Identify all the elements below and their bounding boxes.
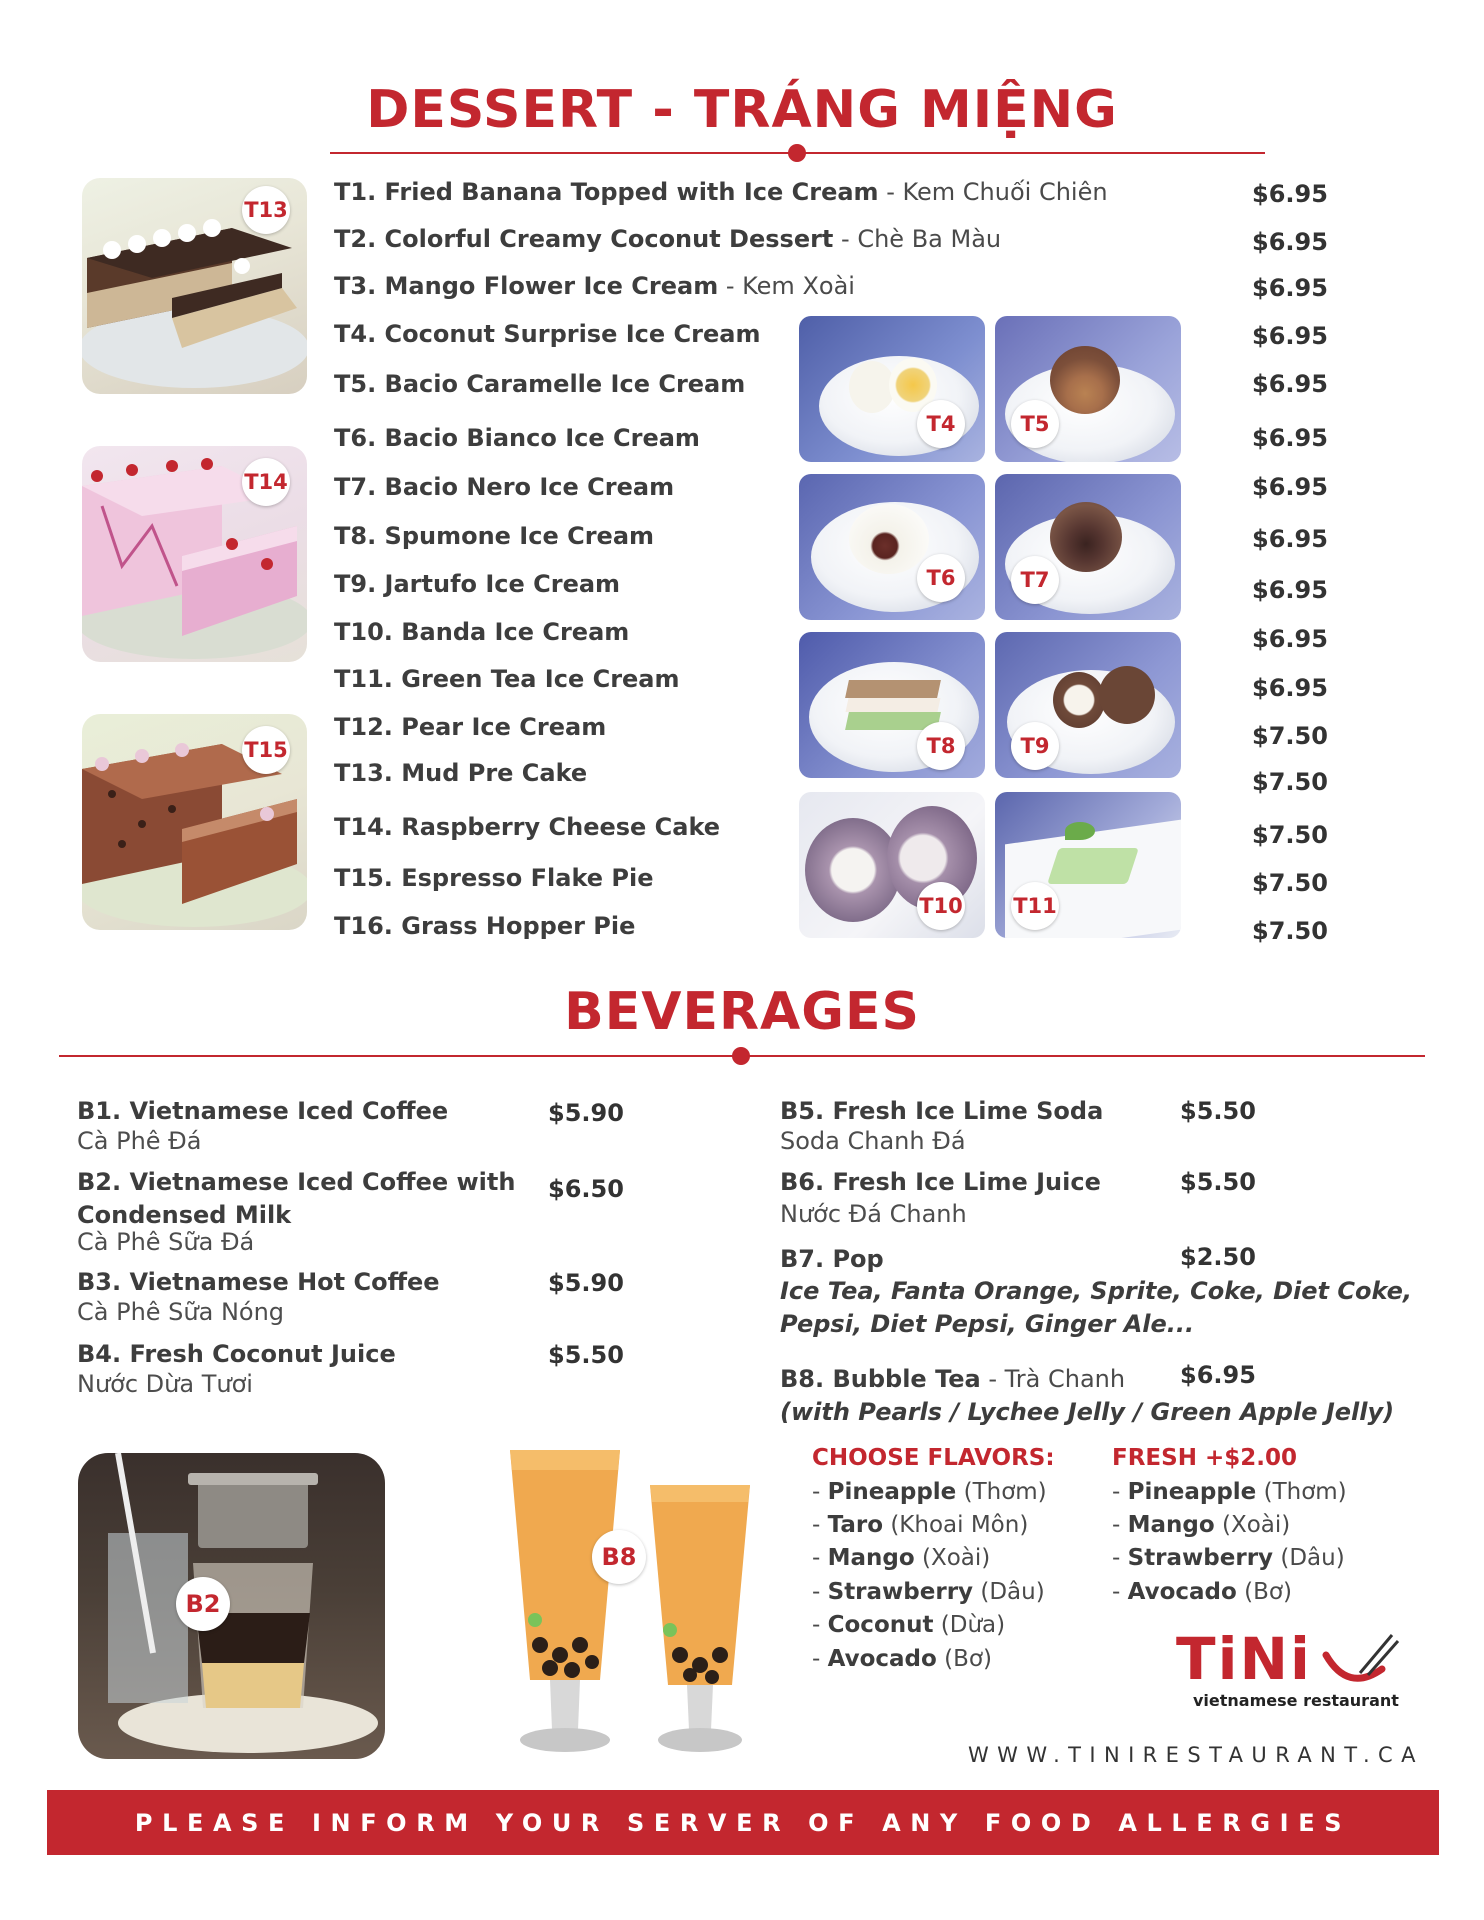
flavor-item: - Coconut (Dừa) [812, 1612, 1006, 1638]
price-t15: $7.50 [1252, 869, 1328, 897]
dessert-item-t13: T13. Mud Pre Cake [334, 759, 588, 787]
photo-t9 [995, 632, 1181, 778]
beverages-divider-dot [732, 1047, 750, 1065]
dessert-title: DESSERT - TRÁNG MIỆNG [366, 80, 1118, 140]
photo-t7 [995, 474, 1181, 620]
beverage-b1-name: B1. Vietnamese Iced Coffee [77, 1097, 449, 1125]
cake-photo-t13 [82, 178, 307, 394]
beverage-b4-price: $5.50 [548, 1341, 624, 1369]
dessert-item-t15: T15. Espresso Flake Pie [334, 864, 654, 892]
flavor-item: - Strawberry (Dâu) [812, 1579, 1045, 1605]
beverage-b4-sub: Nước Dừa Tươi [77, 1370, 253, 1398]
beverage-b6-price: $5.50 [1180, 1168, 1256, 1196]
photo-t5 [995, 316, 1181, 462]
dessert-item-t12: T12. Pear Ice Cream [334, 713, 607, 741]
price-t1: $6.95 [1252, 180, 1328, 208]
price-t8: $6.95 [1252, 525, 1328, 553]
flavors-heading: CHOOSE FLAVORS: [812, 1445, 1055, 1471]
beverage-b7-options-line2: Pepsi, Diet Pepsi, Ginger Ale... [780, 1310, 1195, 1338]
price-t16: $7.50 [1252, 917, 1328, 945]
beverage-b8-name: B8. Bubble Tea - Trà Chanh [780, 1365, 1126, 1393]
dessert-item-t16: T16. Grass Hopper Pie [334, 912, 636, 940]
fresh-heading: FRESH +$2.00 [1112, 1445, 1297, 1471]
allergy-notice: PLEASE INFORM YOUR SERVER OF ANY FOOD ALLERGIES [47, 1790, 1439, 1855]
price-t10: $6.95 [1252, 625, 1328, 653]
beverages-title: BEVERAGES [564, 982, 920, 1042]
photo-b8 [500, 1430, 770, 1780]
beverage-b7-price: $2.50 [1180, 1243, 1256, 1271]
badge-b2: B2 [176, 1577, 230, 1631]
price-t11: $6.95 [1252, 674, 1328, 702]
beverage-b2-name: B2. Vietnamese Iced Coffee with [77, 1168, 516, 1196]
flavor-item: - Pineapple (Thơm) [812, 1479, 1047, 1505]
beverage-b8-price: $6.95 [1180, 1361, 1256, 1389]
price-t7: $6.95 [1252, 473, 1328, 501]
beverage-b6-sub: Nước Đá Chanh [780, 1200, 967, 1228]
price-t9: $6.95 [1252, 576, 1328, 604]
price-t3: $6.95 [1252, 274, 1328, 302]
badge-t5: T5 [1011, 400, 1059, 448]
dessert-item-t2: T2. Colorful Creamy Coconut Dessert - Chè Ba Màu [334, 225, 1002, 253]
badge-t13: T13 [242, 186, 290, 234]
fresh-item: - Pineapple (Thơm) [1112, 1479, 1347, 1505]
beverage-b5-name: B5. Fresh Ice Lime Soda [780, 1097, 1104, 1125]
beverage-b2-sub: Cà Phê Sữa Đá [77, 1228, 255, 1256]
dessert-item-t5: T5. Bacio Caramelle Ice Cream [334, 370, 746, 398]
dessert-divider-dot [788, 144, 806, 162]
price-t14: $7.50 [1252, 821, 1328, 849]
beverage-b3-sub: Cà Phê Sữa Nóng [77, 1298, 285, 1326]
dessert-item-t3: T3. Mango Flower Ice Cream - Kem Xoài [334, 272, 855, 300]
price-t5: $6.95 [1252, 370, 1328, 398]
beverage-b1-price: $5.90 [548, 1099, 624, 1127]
cake-photo-t15 [82, 714, 307, 930]
dessert-item-t9: T9. Jartufo Ice Cream [334, 570, 621, 598]
price-t13: $7.50 [1252, 768, 1328, 796]
beverage-b5-price: $5.50 [1180, 1097, 1256, 1125]
beverage-b6-name: B6. Fresh Ice Lime Juice [780, 1168, 1101, 1196]
dessert-item-t6: T6. Bacio Bianco Ice Cream [334, 424, 700, 452]
photo-t6 [799, 474, 985, 620]
brand-tagline: vietnamese restaurant [1193, 1691, 1399, 1710]
dessert-item-t7: T7. Bacio Nero Ice Cream [334, 473, 675, 501]
price-t2: $6.95 [1252, 228, 1328, 256]
badge-t11: T11 [1011, 882, 1059, 930]
brand-name: TiNi [1176, 1625, 1312, 1693]
photo-t8 [799, 632, 985, 778]
website-link[interactable]: WWW.TINIRESTAURANT.CA [968, 1743, 1424, 1767]
beverage-b2-price: $6.50 [548, 1175, 624, 1203]
badge-t10: T10 [917, 882, 965, 930]
badge-t6: T6 [917, 554, 965, 602]
badge-t15: T15 [242, 726, 290, 774]
beverage-b7-name: B7. Pop [780, 1245, 884, 1273]
beverage-b7-options-line1: Ice Tea, Fanta Orange, Sprite, Coke, Diet Coke, [780, 1277, 1412, 1305]
beverage-b3-price: $5.90 [548, 1269, 624, 1297]
fresh-item: - Avocado (Bơ) [1112, 1579, 1292, 1605]
dessert-item-t8: T8. Spumone Ice Cream [334, 522, 655, 550]
price-t12: $7.50 [1252, 722, 1328, 750]
dessert-item-t1: T1. Fried Banana Topped with Ice Cream - Kem Chuối Chiên [334, 178, 1108, 206]
beverage-b4-name: B4. Fresh Coconut Juice [77, 1340, 396, 1368]
price-t4: $6.95 [1252, 322, 1328, 350]
badge-t14: T14 [242, 458, 290, 506]
dessert-item-t4: T4. Coconut Surprise Ice Cream [334, 320, 761, 348]
fresh-item: - Strawberry (Dâu) [1112, 1545, 1345, 1571]
photo-t11 [995, 792, 1181, 938]
beverage-b2-name-line2: Condensed Milk [77, 1201, 292, 1229]
beverage-b5-sub: Soda Chanh Đá [780, 1127, 966, 1155]
fresh-item: - Mango (Xoài) [1112, 1512, 1291, 1538]
photo-t4 [799, 316, 985, 462]
dessert-item-t14: T14. Raspberry Cheese Cake [334, 813, 721, 841]
badge-t9: T9 [1011, 722, 1059, 770]
price-t6: $6.95 [1252, 424, 1328, 452]
beverage-b3-name: B3. Vietnamese Hot Coffee [77, 1268, 440, 1296]
cake-photo-t14 [82, 446, 307, 662]
dessert-item-t11: T11. Green Tea Ice Cream [334, 665, 680, 693]
photo-b2 [78, 1453, 385, 1759]
badge-t7: T7 [1011, 556, 1059, 604]
beverage-b8-note: (with Pearls / Lychee Jelly / Green Apple Jelly) [780, 1398, 1395, 1426]
brand-logo [1170, 1625, 1410, 1715]
flavor-item: - Taro (Khoai Môn) [812, 1512, 1029, 1538]
dessert-item-t10: T10. Banda Ice Cream [334, 618, 630, 646]
photo-t10 [799, 792, 985, 938]
badge-b8: B8 [592, 1530, 646, 1584]
beverage-b1-sub: Cà Phê Đá [77, 1127, 202, 1155]
badge-t8: T8 [917, 722, 965, 770]
flavor-item: - Mango (Xoài) [812, 1545, 991, 1571]
flavor-item: - Avocado (Bơ) [812, 1646, 992, 1672]
badge-t4: T4 [917, 400, 965, 448]
